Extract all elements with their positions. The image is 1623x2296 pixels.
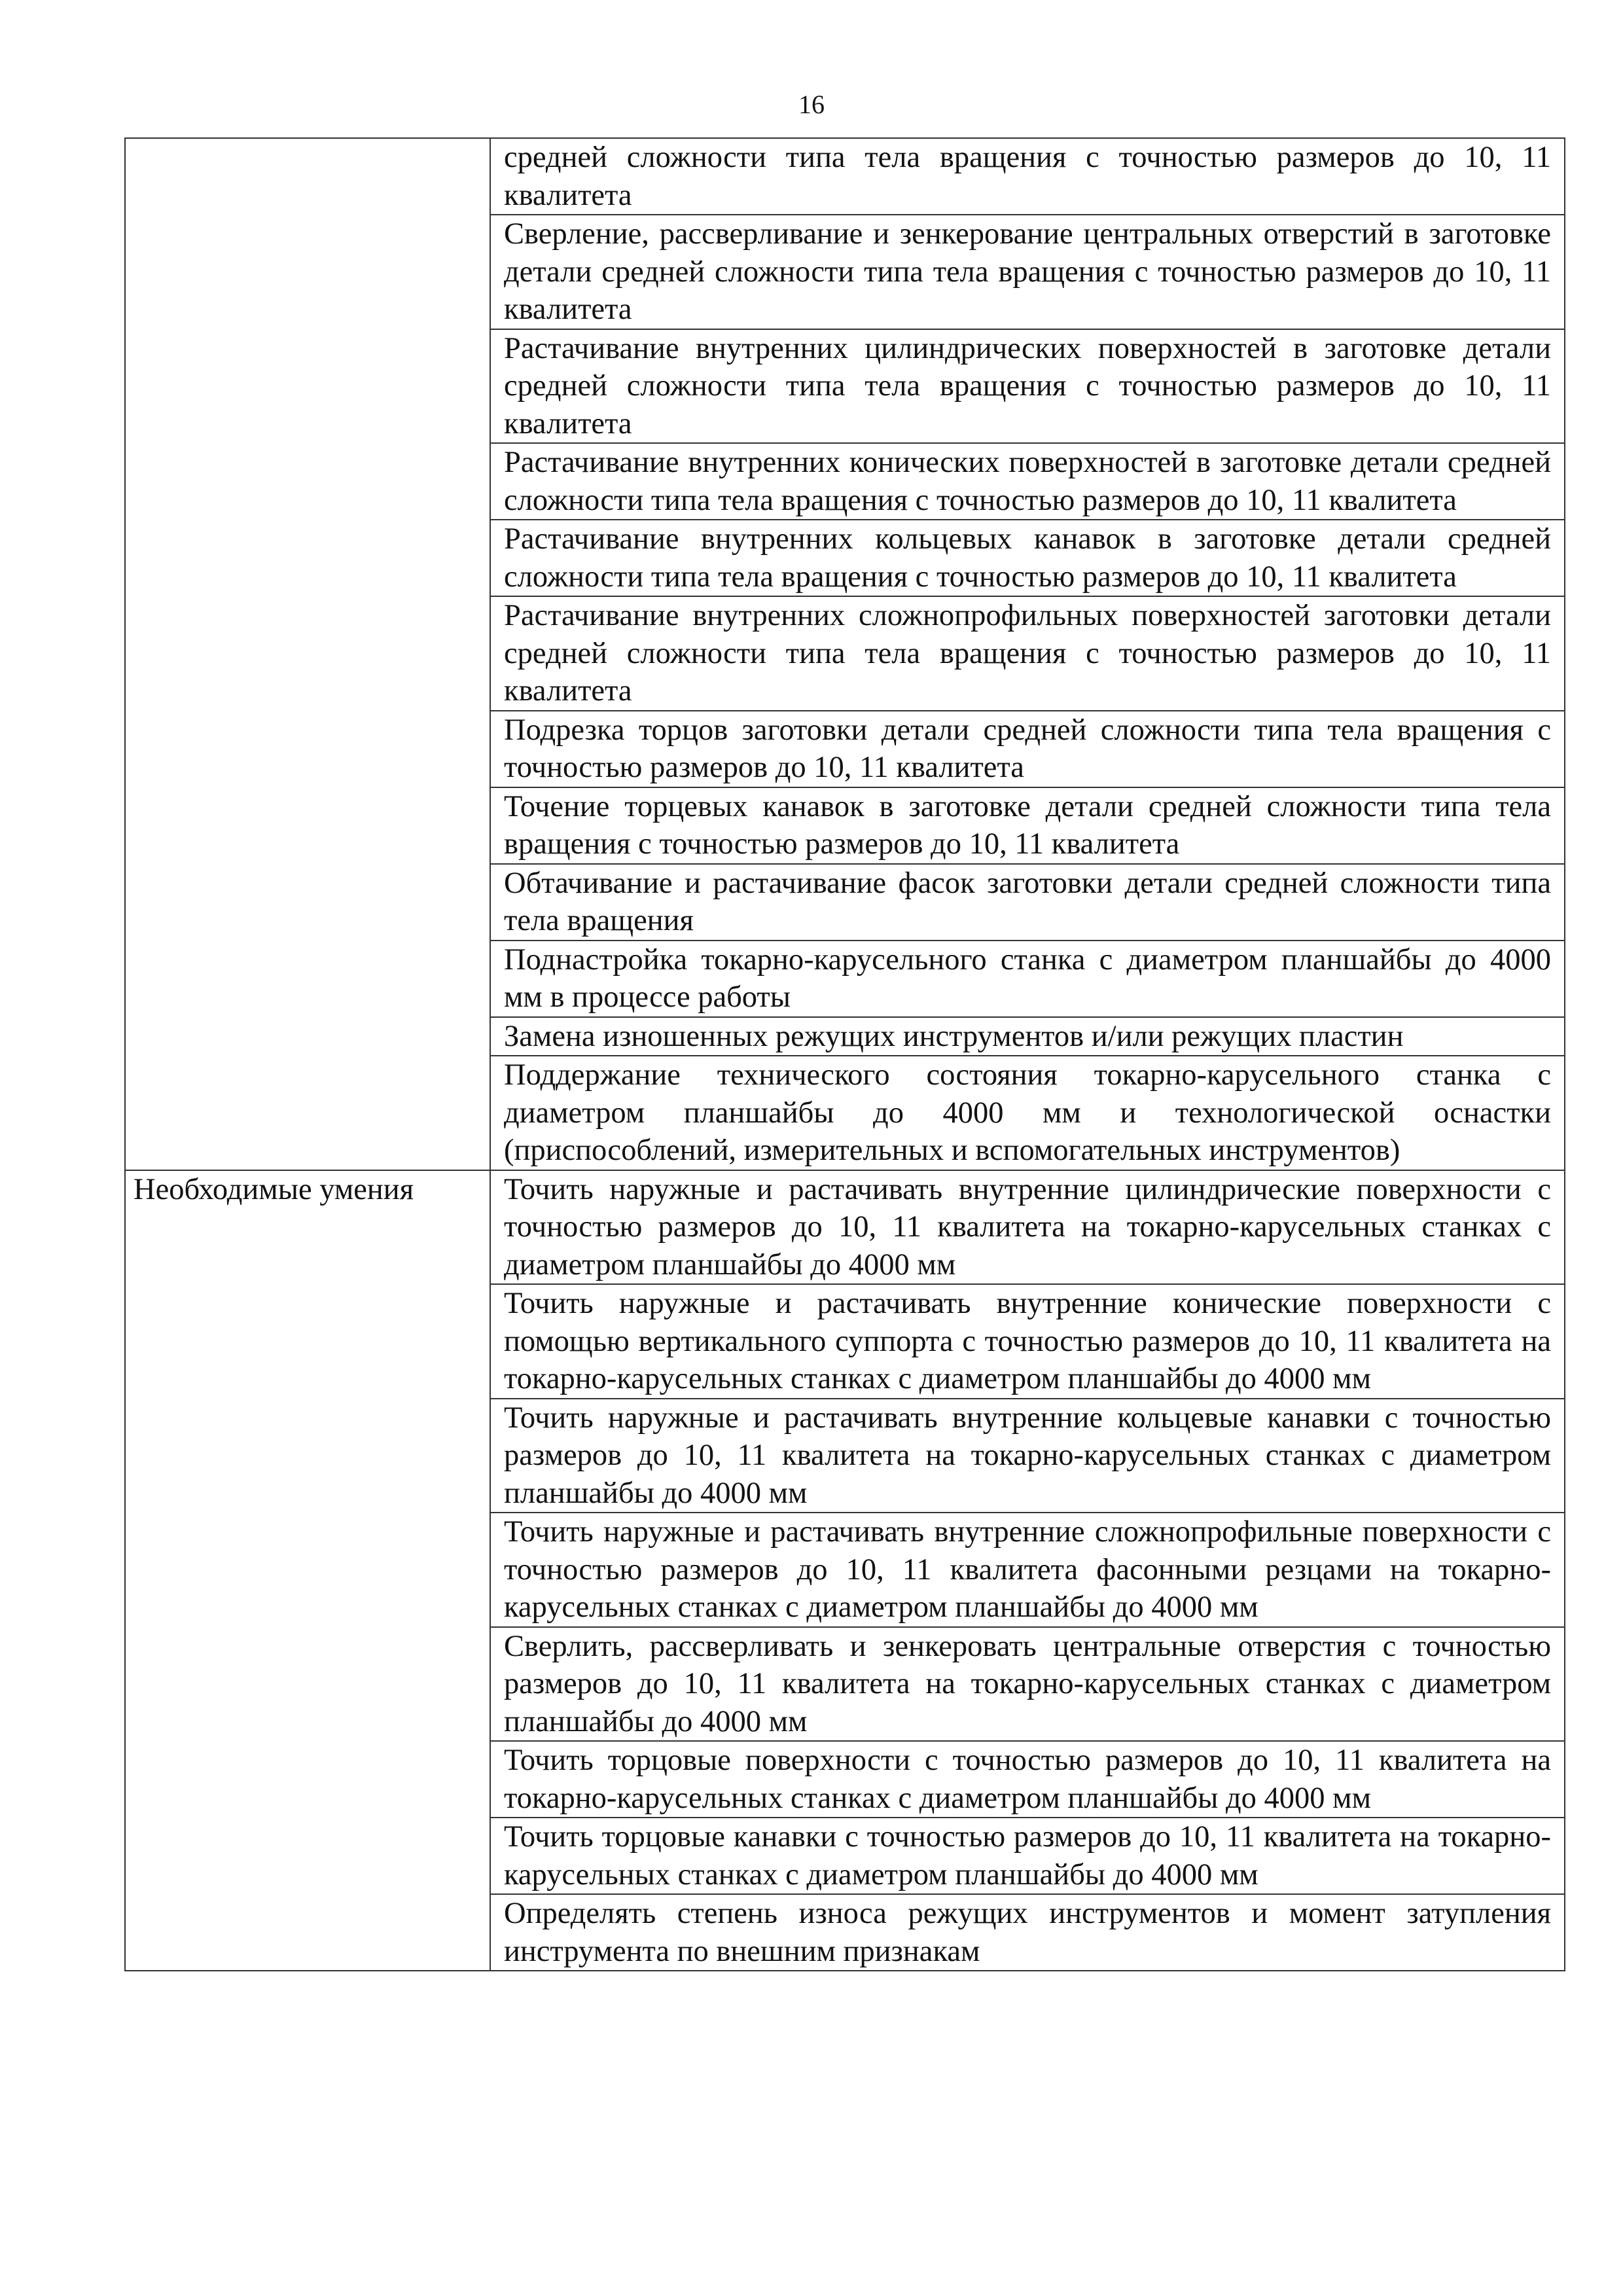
table-row <box>125 596 1565 711</box>
table-row <box>125 443 1565 520</box>
table-row <box>125 941 1565 1017</box>
table-cell <box>490 941 1565 1017</box>
action-item: Растачивание внутренних кольцевых канавок в заготовке детали средней сложности типа тела вращения с точностью размеров до 10, 11 квалитета <box>504 522 1551 594</box>
label-cell-continued <box>125 941 490 1017</box>
table-cell <box>490 1513 1565 1627</box>
table-row <box>125 1017 1565 1056</box>
skill-item: Точить наружные и растачивать внутренние цилиндрические поверхности с точностью размеров до 10, 11 квалитета на токарно-карусельных станках с диаметром планшайбы до 4000 мм <box>504 1172 1551 1282</box>
label-cell-continued <box>125 787 490 864</box>
action-item: Растачивание внутренних цилиндрических поверхностей в заготовке детали средней сложности типа тела вращения с точностью размеров до 10, 11 квалитета <box>504 331 1551 440</box>
skill-item: Точить наружные и растачивать внутренние сложнопрофильные поверхности с точностью размеров до 10, 11 квалитета фасонными резцами на токарно-карусельных станках с диаметром планшайбы до 4000 мм <box>504 1515 1551 1624</box>
table-row <box>125 711 1565 787</box>
table-cell <box>490 1627 1565 1742</box>
table-cell <box>490 864 1565 941</box>
label-cell-continued <box>125 864 490 941</box>
skill-item: Точить наружные и растачивать внутренние кольцевые канавки с точностью размеров до 10, 11 квалитета на токарно-карусельных станках с диаметром планшайбы до 4000 мм <box>504 1401 1551 1510</box>
table-cell <box>490 1894 1565 1971</box>
table-cell <box>490 1056 1565 1170</box>
table-cell <box>490 329 1565 444</box>
table-row <box>125 864 1565 941</box>
table-cell <box>490 1170 1565 1285</box>
label-cell-continued <box>125 596 490 711</box>
table-cell <box>490 443 1565 520</box>
skill-item: Точить торцовые поверхности с точностью размеров до 10, 11 квалитета на токарно-карусельных станках с диаметром планшайбы до 4000 мм <box>504 1744 1551 1815</box>
action-item: Замена изношенных режущих инструментов и/или режущих пластин <box>504 1019 1404 1053</box>
action-item: Поддержание технического состояния токарно-карусельного станка с диаметром планшайбы до 4000 мм и технологической оснастки (приспособлений, измерительных и вспомогательных инструментов) <box>504 1058 1551 1167</box>
label-cell-continued <box>125 520 490 596</box>
label-cell-continued <box>125 1017 490 1056</box>
table-row <box>125 520 1565 596</box>
action-item: Сверление, рассверливание и зенкерование центральных отверстий в заготовке детали средней сложности типа тела вращения с точностью размеров до 10, 11 квалитета <box>504 217 1551 326</box>
table-cell <box>490 596 1565 711</box>
action-item: Обтачивание и растачивание фасок заготовки детали средней сложности типа тела вращения <box>504 866 1551 937</box>
action-item: Точение торцевых канавок в заготовке детали средней сложности типа тела вращения с точностью размеров до 10, 11 квалитета <box>504 789 1551 861</box>
table-cell <box>490 215 1565 329</box>
table-row <box>125 215 1565 329</box>
label-cell-continued <box>125 1056 490 1170</box>
skill-item: Точить торцовые канавки с точностью размеров до 10, 11 квалитета на токарно-карусельных станках с диаметром планшайбы до 4000 мм <box>504 1820 1551 1892</box>
skill-item: Точить наружные и растачивать внутренние конические поверхности с помощью вертикального суппорта с точностью размеров до 10, 11 квалитета на токарно-карусельных станках с диаметром планшайбы до 4000 мм <box>504 1287 1551 1395</box>
table-cell <box>490 787 1565 864</box>
label-cell-continued <box>125 329 490 444</box>
table-row <box>125 138 1565 215</box>
skills-label: Необходимые умения <box>125 1170 490 1971</box>
table-row <box>125 1170 1565 1285</box>
table-cell <box>490 1818 1565 1894</box>
table-cell <box>490 1399 1565 1513</box>
action-item: Растачивание внутренних сложнопрофильных поверхностей заготовки детали средней сложности типа тела вращения с точностью размеров до 10, 11 квалитета <box>504 599 1551 708</box>
page-number: 16 <box>798 90 825 119</box>
action-item: Поднастройка токарно-карусельного станка с диаметром планшайбы до 4000 мм в процессе работы <box>504 942 1551 1014</box>
skill-item: Определять степень износа режущих инструментов и момент затупления инструмента по внешним признакам <box>504 1897 1551 1968</box>
table-cell <box>490 138 1565 215</box>
table-cell <box>490 1284 1565 1399</box>
table-cell <box>490 711 1565 787</box>
functions-table <box>124 137 1565 1971</box>
table-cell <box>490 1017 1565 1056</box>
action-item: Растачивание внутренних конических поверхностей в заготовке детали средней сложности типа тела вращения с точностью размеров до 10, 11 квалитета <box>504 446 1551 517</box>
table-cell <box>490 520 1565 596</box>
label-cell-continued <box>125 711 490 787</box>
skill-item: Сверлить, рассверливать и зенкеровать центральные отверстия с точностью размеров до 10, 11 квалитета на токарно-карусельных станках с диаметром планшайбы до 4000 мм <box>504 1629 1551 1738</box>
label-cell-continued <box>125 443 490 520</box>
table-row <box>125 1056 1565 1170</box>
table-cell <box>490 1741 1565 1818</box>
table-row <box>125 329 1565 444</box>
label-cell-continued <box>125 138 490 215</box>
label-cell-continued <box>125 215 490 329</box>
table-row <box>125 787 1565 864</box>
action-item: Подрезка торцов заготовки детали средней сложности типа тела вращения с точностью размеров до 10, 11 квалитета <box>504 713 1551 784</box>
action-item: средней сложности типа тела вращения с точностью размеров до 10, 11 квалитета <box>504 141 1551 212</box>
